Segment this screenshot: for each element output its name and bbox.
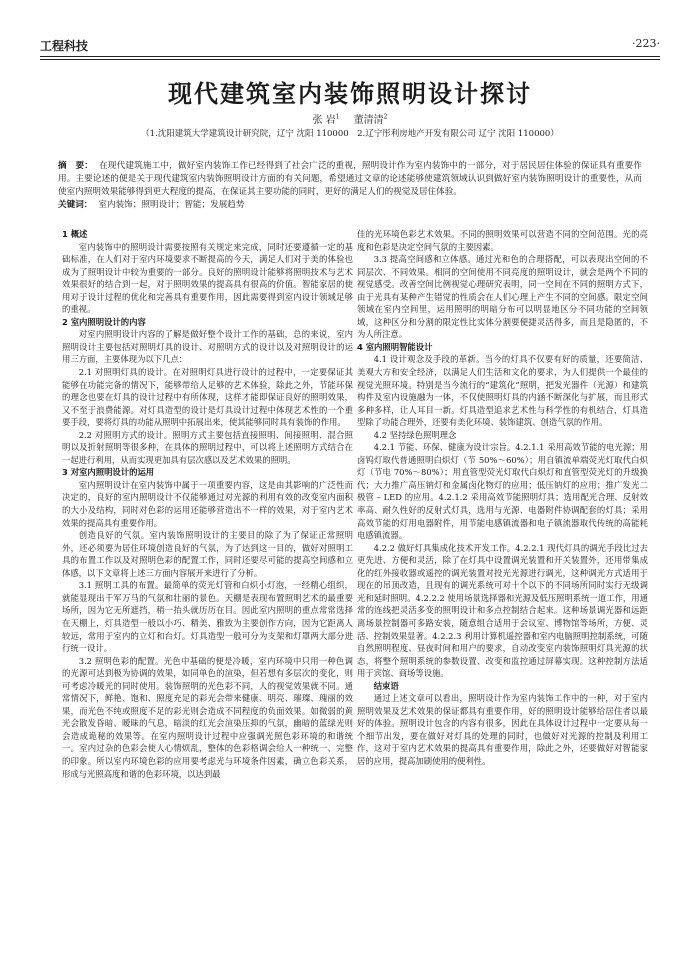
paragraph: 2.1 对照明灯具的设计。在对照明灯具进行设计的过程中，一定要保证其能够在功能完备的情况下，能够带给人足够的艺术体验，除此之外，节能环保的理念也要在灯具的设计过程中有所体现，这样才能即保证良好的照明效果，又不至于浪费能源。对灯具造型的设计是灯具设计过程中体现艺术性的一个重要手段，要将灯具的功能从照明中拓展出来，使其能够同时具有装饰的作用。 (62, 367, 353, 428)
section-heading: 2 室内照明设计的内容 (62, 316, 146, 327)
article-title: 现代建筑室内装饰照明设计探讨 (168, 80, 532, 108)
paragraph: 3.1 照明工具的布置。最简单的荧光灯管和白炽小灯泡，一经精心组织，就能显现出千军万马的气氛和壮丽的景色。天棚是表现布置照明艺术的最重要场所，因为它无所遮挡，稍一抬头就历历在目。因此室内照明的重点常常选择在天棚上，灯具造型一般以小巧、精美、雅致为主要创作方向，因为它距离人较远，常用于室内的立灯和台灯。灯具造型一般可分为支架和灯罩两大部分进行统一设计。 (62, 580, 353, 654)
running-header (40, 37, 660, 53)
header-rule-thick (40, 56, 660, 57)
paragraph: 2.2 对照明方式的设计。照明方式主要包括直接照明、间接照明、混合照明以及折射照明等很多种，在具体的照明过程中，可以将上述照明方式结合在一起进行利用，从而实现更加具有层次感以及艺术效果的照明。 (62, 429, 353, 465)
journal-name: 工程科技 (40, 39, 89, 53)
paragraph: 创造良好的气氛。室内装饰照明设计的主要目的除了为了保证正常照明外，还必须要为居住环境创造良好的气氛，为了达到这一目的，做好对照明工具的布置工作以及对照明色彩的配置工作，同时还要尽可能的提高空间感和立体感，以下文章将上述三方面内容展开来进行了分析。 (62, 530, 353, 578)
author-affil-mark: 2 (383, 113, 388, 121)
paragraph: 3.2 照明色彩的配置。光色中基础的便是冷暖，室内环境中只用一种色调的光源可达到极为协调的效果，如同单色的渲染，但若想有多层次的变化，则可考虑冷暖光的同时使用。装饰照明的光色彩不同，人的视觉效果就不同。通常情况下，鲜艳、饱和、照度充足的彩光会带来健康、明亮、璀璨、瑰丽的效果，而光色不纯或照度不足的彩光则会造成不同程度的负面效果。如微弱的黄光会散发昏暗、暧昧的气息，暗淡的红光会渲染压抑的气氛，幽暗的蓝绿光则会造成诡秘的效果等。在室内照明设计过程中应强调光照色彩环境的和谐统一。室内过杂的色彩会使人心情烦乱，整体的色彩格调会给人一种统一、完整的印象。所以室内环境色彩的应用要考虑光与环境条件因素，确立色彩关系，形成与光照高度和谐的色彩环境，以达到最 (62, 655, 353, 779)
author-line (0, 111, 700, 126)
author-name: 董清清 (353, 115, 384, 126)
section-heading: 1 概述 (62, 229, 88, 239)
paragraph: 4.2 坚持绿色照明理念 (373, 429, 457, 440)
abstract (58, 160, 642, 198)
section-heading: 4 室内照明智能设计 (357, 341, 433, 352)
paragraph: 4.1 设计观念及手段的革新。当今的灯具不仅要有好的质量，还要简洁、美观大方和安全经济，以满足人们生活和文化的要求，为人们提供一个最佳的视觉光照环境。特别是当今流行的“建筑化”照明，把发光器件（光源）和建筑构件及室内设施融为一体，不仅使照明灯具的内涵不断深化与扩展，而且形式多种多样，让人耳目一新。灯具造型追求艺术性与科学性的有机结合，灯具造型除了功能合理外，还要有美化环境、装饰建筑、创造气氛的作用。 (357, 354, 648, 428)
paragraph: 4.2.2 做好灯具集成化技术开发工作。4.2.2.1 现代灯具的调光手段比过去更先进、方便和灵活，除了在灯具中设置调光装置和开关装置外，还用带集成化的红外接收器或遥控的调光装置对投光光源进行调光，这种调光方式适用于现在的吊顶改造，且现有的调光系统可对十个以下的不同场所同时实行无级调光和延时照明。4.2.2.2 使用场景选择器和光源及低压照明系统一道工作，用通常的连线把灵活多变的照明设计和多点控制结合起来。这种场景调光器和远距离场景控制器可多路安装，随意组合适用于会议室、博物馆等场所，方便、灵活、控制效果显著。4.2.2.3 利用计算机遥控器和室内电脑照明控制系统，可随自然照明程度、昼夜时间和用户的要求，自动改变室内装饰照明灯具光源的状态，将整个照明系统的参数设置、改变和监控通过屏幕实现。这种控制方法适用于宾馆、商场等设施。 (357, 542, 648, 679)
keywords (58, 199, 642, 212)
paragraph: 室内照明设计在室内装饰中属于一项重要内容，这是由其影响的广泛性而决定的，良好的室内照明设计不仅能够通过对光源的利用有效的改变室内面积的大小及结构，同时对色彩的运用还能够营造出不一样的效果，对于室内艺术效果的提高具有重要作用。 (62, 479, 353, 528)
page-number: ·223· (632, 37, 660, 50)
affiliations: （1.沈阳建筑大学建筑设计研究院，辽宁 沈阳 110000 2.辽宁彤利房地产开发有限公司 辽宁 沈阳 110000） (141, 129, 559, 139)
paragraph: 室内装饰中的照明设计需要按照有关规定来完成，同时还要遵循一定的基础标准，在人们对于室内环境要求不断提高的今天，满足人们对于美的体验也成为了照明设计中较为重要的一部分。良好的照明设计能够将照明技术与艺术效果很好的结合到一起，对于照明效果的提高具有很高的价值。智能家居的使用对于设计过程的优化和完善具有重要作用，因此需要得到室内设计领域足够的重视。 (62, 241, 353, 315)
paragraph: 3.3 提高空间感和立体感。通过光和色的合理搭配，可以表现出空间的不同层次、不同效果。相同的空间使用不同亮度的照明设计，就会是两个不同的视觉感受。改善空间比例视觉心理研究表明，同一空间在不同的照明方式下，由于光具有某种产生错觉的性质会在人们心理上产生不同的空间感。限定空间领域在室内空间里，运用照明的明暗分布可以明显地区分不同功能的空间领域，这种区分和分割的限定性比实体分割要便捷灵活得多，而且是隐匿的，不为人所注意。 (357, 254, 648, 340)
keywords-text: 室内装饰；照明设计；智能；发展趋势 (98, 200, 245, 210)
paragraph: 对室内照明设计内容的了解是做好整个设计工作的基础，总的来说，室内照明设计主要包括对照明灯具的设计、对照明方式的设计以及对照明设计的运用三方面，主要体现为以下几点： (62, 329, 353, 365)
paragraph: 佳的光环境色彩艺术效果。不同的照明效果可以营造不同的空间范围。光的亮度和色彩是决定空间气氛的主要因素。 (357, 229, 648, 252)
keywords-label: 关键词： (58, 200, 93, 210)
header-rule-thin (40, 59, 660, 60)
paragraph: 通过上述文章可以看出，照明设计作为室内装饰工作中的一种，对于室内照明效果及艺术效果的保证都具有重要作用，好的照明设计能够给居住者以最好的体验。照明设计包含的内容有很多，因此在具体设计过程中一定要从每一个细节出发，要在做好对灯具的处理的同时，也做好对光源的控制及利用工作，这对于室内艺术效果的提高具有重要作用，除此之外，还要做好对智能家居的应用，提高加刷使用的便利性。 (357, 693, 648, 766)
author-name: 张 岩 (312, 115, 336, 126)
body-column-right (357, 228, 648, 768)
section-heading: 3 对室内照明设计的运用 (62, 467, 155, 478)
body-column-left (62, 228, 353, 780)
abstract-text: 在现代建筑施工中，做好室内装饰工作已经得到了社会广泛的重视，照明设计作为室内装饰中的一部分，对于居民居住体验的保证具有重要作用。主要论述的便是关于现代建筑室内装饰照明设计方面的有关问题，希望通过文章的论述能够使建筑领域认识到做好室内装饰照明设计的重要性，从而使室内照明效果能够得到更大程度的提高，在保证其主要功能的同时，更好的满足人们的视觉及居住体验。 (58, 161, 642, 197)
paragraph: 4.2.1 节能、环保、健康为设计宗旨。4.2.1.1 采用高效节能的电光源；用卤钨灯取代普通照明白炽灯（节 50%～60%）；用自镇流单端荧光灯取代白炽灯（节电 70%～80%）；用直管型荧光灯取代白炽灯和直管型荧光灯的升级换代；大力推广高压钠灯和金属卤化物灯的应用；低压钠灯的应用；推广发光二极管 – LED 的应用。4.2.1.2 采用高效节能照明灯具；选用配光合理、反射效率高、耐久性好的反射式灯具，选用与光源、电器附件协调配套的灯具；采用高效节能的灯用电器附件，用节能电感镇流器和电子镇流器取代传统的高能耗电感镇流器。 (357, 442, 648, 541)
section-heading: 结束语 (373, 680, 399, 691)
abstract-label: 摘 要： (58, 161, 94, 171)
author-affil-mark: 1 (335, 113, 340, 121)
